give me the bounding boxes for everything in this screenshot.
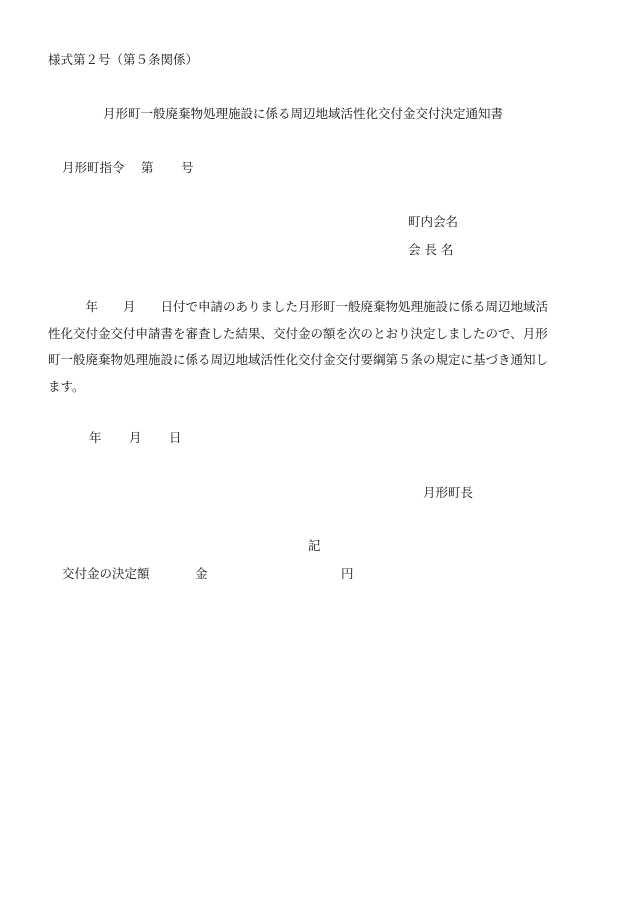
body-line: 年 月 日付で申請のありました月形町一般廃棄物処理施設に係る周辺地域活 — [48, 299, 549, 314]
ki-heading: 記 — [308, 538, 321, 553]
amount-label: 交付金の決定額 — [62, 566, 150, 581]
date-year: 年 — [89, 430, 102, 445]
amount-unit: 円 — [341, 566, 354, 581]
amount-prefix: 金 — [195, 566, 208, 581]
date-month: 月 — [129, 430, 142, 445]
addressee-association-name: 町内会名 — [408, 214, 459, 229]
issuer-name: 月形町長 — [423, 485, 474, 500]
body-line: 町一般廃棄物処理施設に係る周辺地域活性化交付金交付要綱第５条の規定に基づき通知し — [48, 352, 549, 367]
addressee-chairperson-name: 会 長 名 — [408, 242, 454, 257]
form-number: 様式第２号（第５条関係） — [48, 52, 199, 67]
directive-label: 月形町指令 — [62, 160, 125, 175]
notification-body — [48, 294, 588, 400]
date-day: 日 — [169, 430, 182, 445]
directive-number-suffix: 号 — [181, 160, 194, 175]
body-line: 性化交付金交付申請書を審査した結果、交付金の額を次のとおり決定しましたので、月形 — [48, 325, 548, 341]
document-title: 月形町一般廃棄物処理施設に係る周辺地域活性化交付金交付決定通知書 — [103, 106, 504, 121]
body-line: ます。 — [48, 378, 85, 394]
directive-number-prefix: 第 — [141, 160, 154, 175]
